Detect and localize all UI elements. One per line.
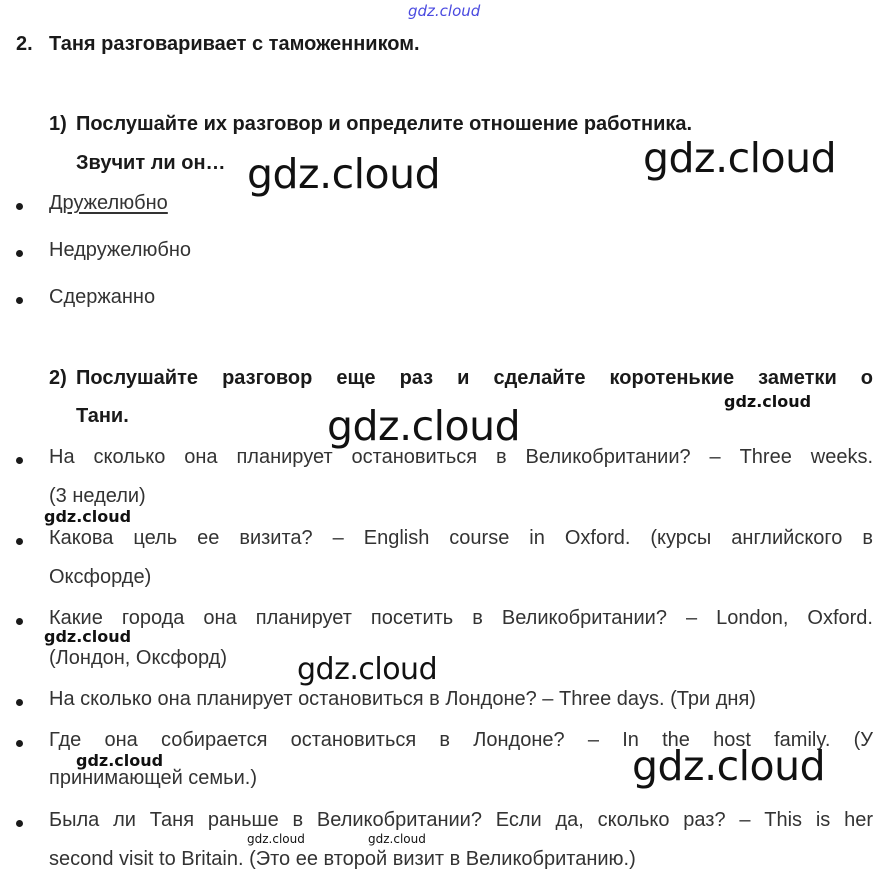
part2-instruction-line2: Тани. (76, 405, 129, 427)
note-3-line2: (Лондон, Оксфорд) (49, 647, 228, 669)
watermark-top: gdz.cloud (408, 2, 481, 20)
watermark: gdz.cloud (297, 652, 438, 687)
watermark: gdz.cloud (368, 832, 426, 846)
bullet (16, 618, 23, 625)
note-4-line1: На сколько она планирует остановиться в Лондоне? – Three days. (Три дня) (49, 688, 756, 710)
watermark: gdz.cloud (632, 742, 826, 790)
watermark: gdz.cloud (247, 150, 441, 198)
watermark: gdz.cloud (724, 392, 812, 411)
note-2-line2: Оксфорде) (49, 566, 152, 588)
note-5-line1: Где она собирается остановиться в Лондоне? – In the host family. (У (49, 729, 873, 751)
note-5-line2: принимающей семьи.) (49, 767, 257, 789)
option-friendly: Дружелюбно (49, 192, 168, 214)
part1-instruction-line2: Звучит ли он… (76, 152, 226, 174)
watermark: gdz.cloud (44, 627, 132, 646)
part2-number: 2) (49, 367, 67, 389)
bullet (16, 538, 23, 545)
bullet (16, 699, 23, 706)
watermark: gdz.cloud (76, 751, 164, 770)
bullet (16, 740, 23, 747)
task-title: Таня разговаривает с таможенником. (49, 33, 420, 55)
watermark: gdz.cloud (327, 402, 521, 450)
task-number: 2. (16, 33, 33, 55)
watermark: gdz.cloud (44, 507, 132, 526)
bullet (16, 203, 23, 210)
bullet (16, 297, 23, 304)
note-1-line1: На сколько она планирует остановиться в Великобритании? – Three weeks. (49, 446, 873, 468)
option-unfriendly: Недружелюбно (49, 239, 192, 261)
part1-instruction-line1: Послушайте их разговор и определите отношение работника. (76, 113, 693, 135)
option-reserved: Сдержанно (49, 286, 156, 308)
note-1-line2: (3 недели) (49, 485, 146, 507)
bullet (16, 820, 23, 827)
note-6-line2: second visit to Britain. (Это ее второй визит в Великобританию.) (49, 848, 636, 870)
note-3-line1: Какие города она планирует посетить в Великобритании? – London, Oxford. (49, 607, 873, 629)
watermark: gdz.cloud (643, 134, 837, 182)
part2-instruction-line1: Послушайте разговор еще раз и сделайте коротенькие заметки о (76, 367, 873, 389)
watermark: gdz.cloud (247, 832, 305, 846)
part1-number: 1) (49, 113, 67, 135)
bullet (16, 250, 23, 257)
note-6-line1: Была ли Таня раньше в Великобритании? Если да, сколько раз? – This is her (49, 809, 873, 831)
note-2-line1: Какова цель ее визита? – English course in Oxford. (курсы английского в (49, 527, 873, 549)
bullet (16, 457, 23, 464)
